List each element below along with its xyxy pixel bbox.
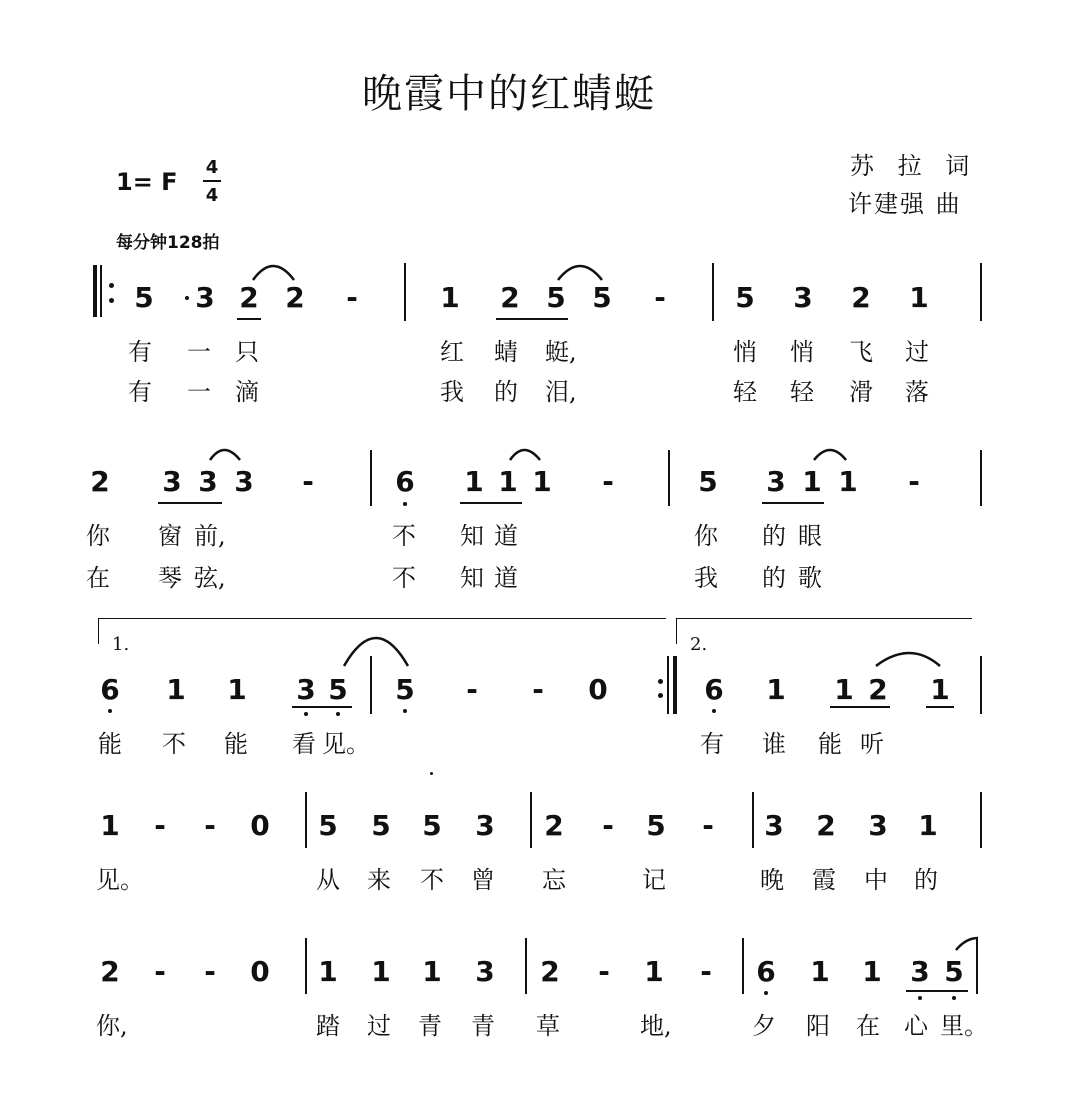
tie-arc xyxy=(814,450,846,460)
note: 3 xyxy=(868,809,888,842)
lyric-char: 阳 xyxy=(806,1012,830,1040)
composer-credit: 许建强 曲 xyxy=(848,190,962,218)
lyric-char: 能 xyxy=(98,730,122,758)
note: 1 xyxy=(838,465,858,498)
note: 2 xyxy=(90,465,110,498)
note: 3 xyxy=(475,955,495,988)
slur-arc xyxy=(956,938,978,950)
lyric-char: 有 xyxy=(700,730,724,758)
note: 2 xyxy=(540,955,560,988)
first-ending-label: 1. xyxy=(112,634,130,655)
note: 5 xyxy=(422,809,442,842)
lyric-char: 弦, xyxy=(194,564,226,592)
note: 1 xyxy=(422,955,442,988)
lyric-char: 的 xyxy=(914,866,938,894)
dash: - xyxy=(532,673,544,706)
note: 1 xyxy=(532,465,552,498)
lyric-char: 过 xyxy=(367,1012,391,1040)
tie-arc xyxy=(558,266,602,280)
dash: - xyxy=(302,465,314,498)
lyric-char: 里。 xyxy=(940,1012,988,1040)
note: 3 xyxy=(766,465,786,498)
lyric-char: 过 xyxy=(905,338,929,366)
lyric-char: 悄 xyxy=(790,338,814,366)
slur-arc xyxy=(344,638,408,666)
lyric-char: 忘 xyxy=(542,866,566,894)
dash: - xyxy=(654,281,666,314)
lyric-char: 有 xyxy=(128,378,152,406)
lyric-char: 听 xyxy=(860,730,884,758)
note: 5 xyxy=(371,809,391,842)
dash: - xyxy=(598,955,610,988)
lyric-char: 知 xyxy=(460,564,484,592)
lyric-char: 在 xyxy=(856,1012,880,1040)
lyric-char: 来 xyxy=(367,866,391,894)
lyric-char: 草 xyxy=(536,1012,560,1040)
tie-arc xyxy=(510,450,540,460)
lyric-char: 窗 xyxy=(158,522,182,550)
lyric-char: 晚 xyxy=(760,866,784,894)
lyric-char: 滑 xyxy=(849,378,873,406)
note: 1 xyxy=(318,955,338,988)
note: 1 xyxy=(166,673,186,706)
note: 0 xyxy=(588,673,608,706)
dash: - xyxy=(702,809,714,842)
lyric-char: 落 xyxy=(905,378,929,406)
lyric-char: 蜓, xyxy=(545,338,577,366)
note: 3 xyxy=(195,281,215,314)
note: 5 xyxy=(318,809,338,842)
lyric-char: 青 xyxy=(418,1012,442,1040)
lyric-char: 我 xyxy=(440,378,464,406)
note: 1 xyxy=(810,955,830,988)
note: 1 xyxy=(464,465,484,498)
note: 0 xyxy=(250,955,270,988)
note: 2 xyxy=(851,281,871,314)
lyric-char: 我 xyxy=(694,564,718,592)
lyric-char: 眼 xyxy=(798,522,822,550)
note: 5 xyxy=(546,281,566,314)
lyric-char: 能 xyxy=(224,730,248,758)
note: 2 xyxy=(239,281,259,314)
note: 6 xyxy=(756,955,776,988)
lyric-char: 谁 xyxy=(762,730,786,758)
lyric-char: 轻 xyxy=(733,378,757,406)
note: 5 xyxy=(592,281,612,314)
note: 1 xyxy=(834,673,854,706)
note: 5 xyxy=(134,281,154,314)
tie-arc xyxy=(253,266,294,280)
note: 1 xyxy=(440,281,460,314)
lyric-char: 不 xyxy=(392,564,416,592)
lyric-char: 知 xyxy=(460,522,484,550)
note: 1 xyxy=(766,673,786,706)
note: 6 xyxy=(395,465,415,498)
dash: - xyxy=(204,809,216,842)
lyric-char: 不 xyxy=(392,522,416,550)
tie-arc xyxy=(210,450,240,460)
lyric-char: 泪, xyxy=(545,378,577,406)
note: 3 xyxy=(198,465,218,498)
dash: - xyxy=(602,465,614,498)
note: 5 xyxy=(328,673,348,706)
lyric-char: 从 xyxy=(316,866,340,894)
dash: - xyxy=(154,809,166,842)
note: 1 xyxy=(498,465,518,498)
lyric-char: 青 xyxy=(471,1012,495,1040)
lyric-char: 的 xyxy=(762,522,786,550)
note: 6 xyxy=(100,673,120,706)
lyric-char: 有 xyxy=(128,338,152,366)
lyric-char: 曾 xyxy=(471,866,495,894)
lyric-char: 道 xyxy=(494,522,518,550)
lyric-char: 的 xyxy=(494,378,518,406)
lyric-char: 滴 xyxy=(235,378,259,406)
lyric-char: 心 xyxy=(904,1012,928,1040)
lyric-char: 只 xyxy=(235,338,259,366)
time-signature-bottom: 4 xyxy=(205,185,219,206)
lyric-char: 踏 xyxy=(316,1012,340,1040)
lyric-char: 中 xyxy=(864,866,888,894)
note: 2 xyxy=(816,809,836,842)
note: 1 xyxy=(802,465,822,498)
note: 5 xyxy=(944,955,964,988)
note: 1 xyxy=(371,955,391,988)
key-signature: 1= F xyxy=(116,168,178,196)
lyric-char: 在 xyxy=(86,564,110,592)
lyric-char: 一 xyxy=(187,338,211,366)
second-ending-label: 2. xyxy=(690,634,708,655)
lyric-char: 蜻 xyxy=(494,338,518,366)
note: 3 xyxy=(162,465,182,498)
dash: - xyxy=(346,281,358,314)
lyric-char: 悄 xyxy=(733,338,757,366)
lyric-char: 见。 xyxy=(322,730,370,758)
note: 2 xyxy=(285,281,305,314)
note: 2 xyxy=(500,281,520,314)
lyric-char: 霞 xyxy=(812,866,836,894)
lyricist-credit: 苏 拉 词 xyxy=(850,152,978,180)
note: 0 xyxy=(250,809,270,842)
note: 1 xyxy=(918,809,938,842)
dash: - xyxy=(700,955,712,988)
lyric-char: 你, xyxy=(96,1012,128,1040)
dash: - xyxy=(466,673,478,706)
note: 3 xyxy=(475,809,495,842)
lyric-char: 地, xyxy=(640,1012,672,1040)
note: 2 xyxy=(544,809,564,842)
dash: - xyxy=(602,809,614,842)
note: 5 xyxy=(735,281,755,314)
dash: - xyxy=(154,955,166,988)
lyric-char: 不 xyxy=(420,866,444,894)
lyric-char: 你 xyxy=(86,522,110,550)
lyric-char: 道 xyxy=(494,564,518,592)
lyric-char: 轻 xyxy=(790,378,814,406)
lyric-char: 琴 xyxy=(158,564,182,592)
lyric-char: 的 xyxy=(762,564,786,592)
lyric-char: 记 xyxy=(642,866,666,894)
lyric-char: 前, xyxy=(194,522,226,550)
note: 1 xyxy=(644,955,664,988)
lyric-char: 歌 xyxy=(798,564,822,592)
slur-arc xyxy=(876,653,940,666)
note: 3 xyxy=(764,809,784,842)
note: 1 xyxy=(227,673,247,706)
note: 6 xyxy=(704,673,724,706)
lyric-char: 夕 xyxy=(752,1012,776,1040)
note: 2 xyxy=(868,673,888,706)
lyric-char: 见。 xyxy=(96,866,144,894)
note: 1 xyxy=(100,809,120,842)
note: 3 xyxy=(910,955,930,988)
lyric-char: 不 xyxy=(162,730,186,758)
note: 3 xyxy=(234,465,254,498)
lyric-char: 一 xyxy=(187,378,211,406)
lyric-char: 飞 xyxy=(849,338,873,366)
note: 3 xyxy=(296,673,316,706)
dash: - xyxy=(204,955,216,988)
note: 5 xyxy=(646,809,666,842)
note: 2 xyxy=(100,955,120,988)
lyric-char: 你 xyxy=(694,522,718,550)
note: 1 xyxy=(862,955,882,988)
note: 5 xyxy=(698,465,718,498)
note: 1 xyxy=(909,281,929,314)
lyric-char: 红 xyxy=(440,338,464,366)
tempo-marking: 每分钟128拍 xyxy=(116,233,220,253)
lyric-char: 看 xyxy=(292,730,316,758)
time-signature-top: 4 xyxy=(205,157,219,178)
note: 3 xyxy=(793,281,813,314)
note: 5 xyxy=(395,673,415,706)
lyric-char: 能 xyxy=(818,730,842,758)
dash: - xyxy=(908,465,920,498)
song-title: 晚霞中的红蜻蜓 xyxy=(362,71,656,117)
note: 1 xyxy=(930,673,950,706)
